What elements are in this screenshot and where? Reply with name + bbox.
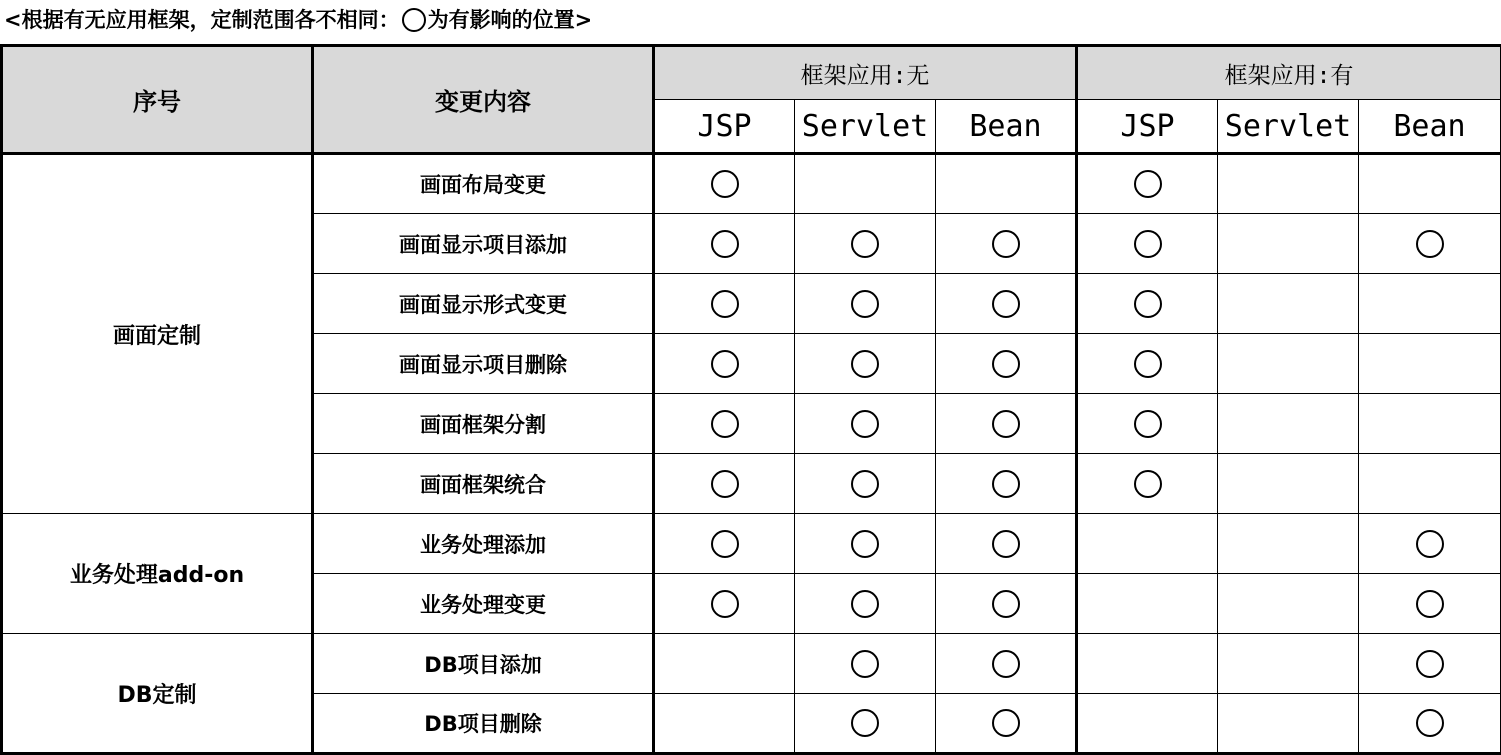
mark-cell-bean-yes [1359, 574, 1501, 634]
mark-cell-servlet-yes [1218, 394, 1359, 454]
circle-mark-icon [711, 410, 739, 438]
mark-cell-servlet-no [795, 274, 936, 334]
mark-cell-servlet-no [795, 694, 936, 754]
mark-cell-servlet-yes [1218, 274, 1359, 334]
mark-cell-jsp-no [654, 514, 795, 574]
circle-mark-icon [1416, 530, 1444, 558]
mark-cell-jsp-yes [1077, 394, 1218, 454]
mark-cell-jsp-no [654, 214, 795, 274]
mark-cell-servlet-yes [1218, 694, 1359, 754]
circle-mark-icon [992, 530, 1020, 558]
change-item-label: 画面布局变更 [313, 154, 654, 214]
circle-mark-icon [711, 230, 739, 258]
header-col-jsp-yes: JSP [1077, 100, 1218, 154]
mark-cell-servlet-no [795, 454, 936, 514]
mark-cell-jsp-no [654, 334, 795, 394]
circle-mark-icon [1134, 170, 1162, 198]
circle-mark-icon [1416, 590, 1444, 618]
circle-mark-icon [851, 709, 879, 737]
mark-cell-bean-no [936, 514, 1077, 574]
circle-mark-icon [851, 410, 879, 438]
circle-mark-icon [1416, 650, 1444, 678]
mark-cell-jsp-yes [1077, 214, 1218, 274]
circle-mark-icon [992, 709, 1020, 737]
mark-cell-bean-yes [1359, 214, 1501, 274]
mark-cell-servlet-yes [1218, 514, 1359, 574]
circle-mark-icon [851, 650, 879, 678]
circle-mark-icon [992, 470, 1020, 498]
circle-mark-icon [851, 350, 879, 378]
change-item-label: 画面显示形式变更 [313, 274, 654, 334]
header-content: 变更内容 [313, 46, 654, 154]
circle-mark-icon [1416, 230, 1444, 258]
mark-cell-servlet-yes [1218, 454, 1359, 514]
impact-table [0, 44, 1501, 755]
header-group-no-framework: 框架应用:无 [654, 46, 1077, 100]
circle-mark-icon [1416, 709, 1444, 737]
change-item-label: 业务处理变更 [313, 574, 654, 634]
mark-cell-jsp-no [654, 694, 795, 754]
circle-mark-icon [711, 530, 739, 558]
header-col-jsp-no: JSP [654, 100, 795, 154]
mark-cell-servlet-no [795, 394, 936, 454]
circle-legend-icon [402, 8, 426, 32]
mark-cell-bean-no [936, 274, 1077, 334]
circle-mark-icon [992, 650, 1020, 678]
header-seq: 序号 [2, 46, 313, 154]
mark-cell-servlet-yes [1218, 574, 1359, 634]
circle-mark-icon [851, 590, 879, 618]
mark-cell-bean-yes [1359, 394, 1501, 454]
mark-cell-bean-yes [1359, 154, 1501, 214]
category-cell: DB定制 [2, 634, 313, 754]
mark-cell-jsp-yes [1077, 514, 1218, 574]
mark-cell-jsp-yes [1077, 154, 1218, 214]
circle-mark-icon [992, 290, 1020, 318]
circle-mark-icon [1134, 230, 1162, 258]
mark-cell-jsp-no [654, 394, 795, 454]
mark-cell-bean-no [936, 154, 1077, 214]
mark-cell-bean-no [936, 394, 1077, 454]
category-cell: 画面定制 [2, 154, 313, 514]
mark-cell-servlet-yes [1218, 334, 1359, 394]
mark-cell-bean-yes [1359, 334, 1501, 394]
table-row [2, 514, 1501, 574]
header-group-with-framework: 框架应用:有 [1077, 46, 1501, 100]
mark-cell-jsp-no [654, 454, 795, 514]
circle-mark-icon [851, 530, 879, 558]
header-col-bean-no: Bean [936, 100, 1077, 154]
mark-cell-jsp-yes [1077, 454, 1218, 514]
circle-mark-icon [1134, 350, 1162, 378]
change-item-label: 业务处理添加 [313, 514, 654, 574]
mark-cell-jsp-yes [1077, 574, 1218, 634]
mark-cell-bean-no [936, 454, 1077, 514]
mark-cell-bean-no [936, 214, 1077, 274]
mark-cell-bean-yes [1359, 274, 1501, 334]
circle-mark-icon [992, 410, 1020, 438]
circle-mark-icon [711, 290, 739, 318]
mark-cell-servlet-no [795, 214, 936, 274]
circle-mark-icon [851, 290, 879, 318]
mark-cell-servlet-no [795, 154, 936, 214]
circle-mark-icon [992, 350, 1020, 378]
caption-text-after: 为有影响的位置> [427, 8, 593, 32]
mark-cell-jsp-yes [1077, 334, 1218, 394]
change-item-label: DB项目添加 [313, 634, 654, 694]
circle-mark-icon [851, 230, 879, 258]
mark-cell-bean-yes [1359, 514, 1501, 574]
mark-cell-jsp-yes [1077, 274, 1218, 334]
change-item-label: 画面显示项目删除 [313, 334, 654, 394]
circle-mark-icon [992, 230, 1020, 258]
mark-cell-jsp-no [654, 574, 795, 634]
change-item-label: 画面框架分割 [313, 394, 654, 454]
mark-cell-servlet-no [795, 574, 936, 634]
mark-cell-servlet-yes [1218, 214, 1359, 274]
header-col-servlet-yes: Servlet [1218, 100, 1359, 154]
mark-cell-servlet-no [795, 334, 936, 394]
header-col-servlet-no: Servlet [795, 100, 936, 154]
mark-cell-bean-yes [1359, 694, 1501, 754]
circle-mark-icon [711, 170, 739, 198]
circle-mark-icon [711, 470, 739, 498]
mark-cell-servlet-yes [1218, 634, 1359, 694]
change-item-label: DB项目删除 [313, 694, 654, 754]
category-cell: 业务处理add-on [2, 514, 313, 634]
mark-cell-servlet-yes [1218, 154, 1359, 214]
mark-cell-bean-no [936, 694, 1077, 754]
circle-mark-icon [1134, 290, 1162, 318]
circle-mark-icon [711, 590, 739, 618]
circle-mark-icon [992, 590, 1020, 618]
circle-mark-icon [1134, 410, 1162, 438]
table-caption [4, 2, 592, 38]
mark-cell-bean-no [936, 574, 1077, 634]
mark-cell-servlet-no [795, 514, 936, 574]
mark-cell-jsp-no [654, 154, 795, 214]
mark-cell-jsp-no [654, 274, 795, 334]
mark-cell-jsp-yes [1077, 694, 1218, 754]
mark-cell-bean-yes [1359, 634, 1501, 694]
change-item-label: 画面显示项目添加 [313, 214, 654, 274]
mark-cell-servlet-no [795, 634, 936, 694]
circle-mark-icon [851, 470, 879, 498]
mark-cell-jsp-no [654, 634, 795, 694]
mark-cell-jsp-yes [1077, 634, 1218, 694]
caption-text-before: <根据有无应用框架，定制范围各不相同： [4, 8, 400, 32]
change-item-label: 画面框架统合 [313, 454, 654, 514]
table-row [2, 154, 1501, 214]
circle-mark-icon [711, 350, 739, 378]
mark-cell-bean-yes [1359, 454, 1501, 514]
header-col-bean-yes: Bean [1359, 100, 1501, 154]
circle-mark-icon [1134, 470, 1162, 498]
mark-cell-bean-no [936, 334, 1077, 394]
mark-cell-bean-no [936, 634, 1077, 694]
table-row [2, 634, 1501, 694]
